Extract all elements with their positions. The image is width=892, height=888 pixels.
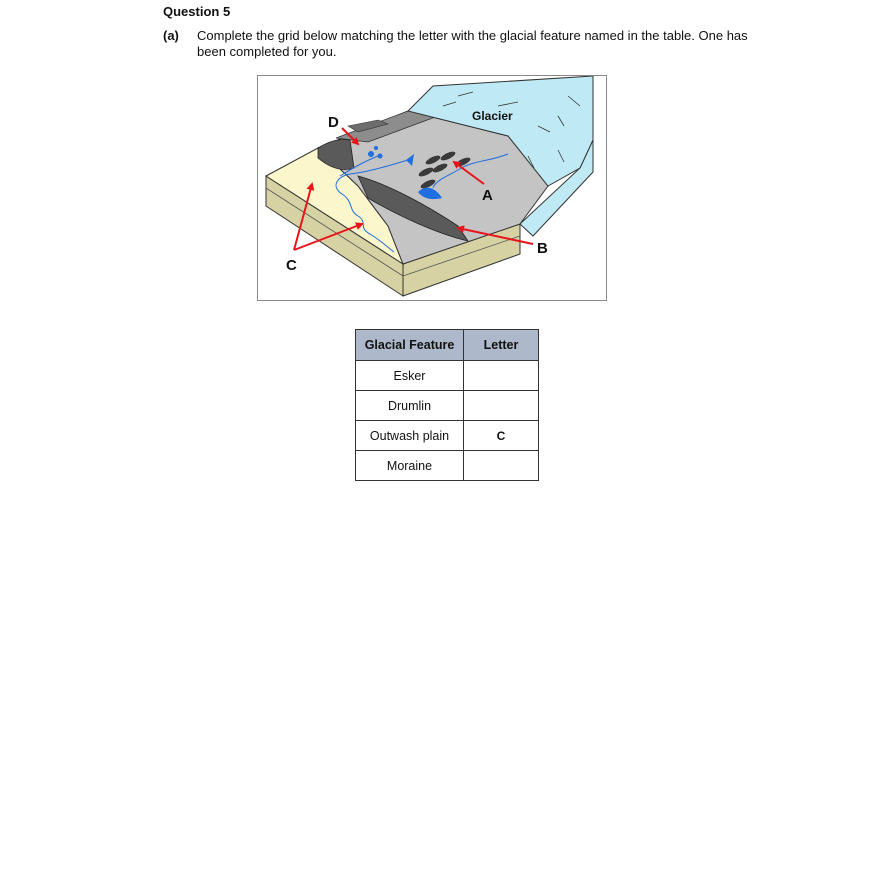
letter-cell[interactable] xyxy=(464,361,539,391)
features-table xyxy=(355,329,539,481)
header-glacial-feature: Glacial Feature xyxy=(356,330,464,361)
feature-cell: Moraine xyxy=(356,451,464,481)
letter-cell[interactable]: C xyxy=(464,421,539,451)
label-a: A xyxy=(482,187,493,204)
feature-cell: Drumlin xyxy=(356,391,464,421)
question-title: Question 5 xyxy=(163,4,231,19)
letter-cell[interactable] xyxy=(464,451,539,481)
table-header-row xyxy=(356,330,539,361)
header-letter: Letter xyxy=(464,330,539,361)
table-row xyxy=(356,361,539,391)
feature-cell: Esker xyxy=(356,361,464,391)
glacier-label: Glacier xyxy=(472,109,513,123)
part-label: (a) xyxy=(163,28,179,43)
label-c: C xyxy=(286,257,297,274)
diagram-svg xyxy=(258,76,606,300)
table-row xyxy=(356,451,539,481)
label-d: D xyxy=(328,114,339,131)
label-b: B xyxy=(537,240,548,257)
glacial-landscape-diagram xyxy=(257,75,607,301)
table-row xyxy=(356,421,539,451)
feature-cell: Outwash plain xyxy=(356,421,464,451)
letter-cell[interactable] xyxy=(464,391,539,421)
instruction-text: Complete the grid below matching the letter with the glacial feature named in the table. One has been completed for you. xyxy=(197,28,748,59)
table-row xyxy=(356,391,539,421)
